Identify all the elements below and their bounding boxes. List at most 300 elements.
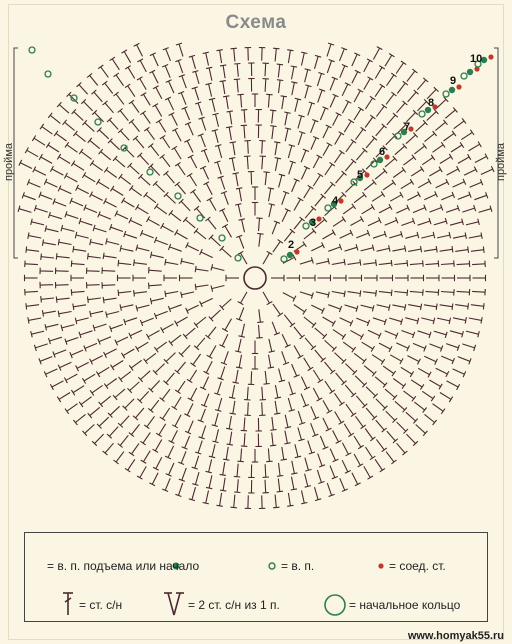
stitch-top [400, 192, 403, 198]
stitch-mark [447, 169, 459, 175]
stitch-mark [237, 79, 238, 92]
stitch-top [270, 430, 276, 431]
stitch-mark [112, 189, 123, 196]
stitch-mark [377, 248, 390, 251]
stitch-mark [156, 342, 167, 350]
stitch-top [71, 161, 74, 166]
stitch-mark [130, 382, 140, 391]
stitch-mark [206, 183, 212, 195]
stitch-top [71, 260, 72, 266]
stitch-top [229, 158, 235, 159]
stitch-top [217, 50, 223, 51]
stitch-mark [304, 187, 311, 198]
stitch-top [241, 446, 247, 447]
stitch-mark [151, 255, 164, 258]
stitch-top [88, 253, 89, 259]
stitch-mark [73, 305, 86, 307]
stitch-mark [323, 233, 334, 240]
stitch-mark [289, 382, 293, 394]
stitch-mark [125, 234, 137, 238]
stitch-top [318, 379, 323, 382]
stitch-mark [376, 399, 385, 408]
stitch-mark [385, 159, 395, 167]
row-number: 6 [379, 146, 386, 158]
slip-stitch-marker [316, 216, 321, 221]
stitch-mark [288, 146, 292, 159]
stitch-mark [130, 220, 142, 225]
stitch-top [114, 92, 119, 96]
stitch-mark [112, 59, 119, 70]
stitch-top [460, 142, 464, 147]
stitch-top [277, 476, 283, 477]
stitch-mark [201, 252, 213, 258]
stitch-mark [98, 367, 109, 374]
stitch-mark [458, 195, 470, 200]
stitch-mark [25, 291, 38, 292]
stitch-mark [375, 459, 382, 470]
stitch-top [102, 81, 107, 85]
stitch-mark [407, 195, 419, 201]
stitch-top [39, 154, 42, 160]
stitch-top [433, 232, 435, 238]
stitch-top [140, 111, 145, 115]
stitch-mark [272, 433, 273, 446]
stitch-mark [294, 219, 302, 229]
stitch-mark [348, 292, 361, 294]
stitch-mark [59, 157, 70, 164]
stitch-mark [453, 318, 466, 321]
stitch-top [478, 331, 480, 337]
stitch-mark [224, 351, 228, 363]
stitch-mark [225, 226, 232, 237]
stitch-top [209, 456, 215, 458]
stitch-mark [28, 318, 41, 320]
stitch-mark [343, 206, 354, 214]
stitch-top [379, 66, 385, 69]
stitch-mark [181, 292, 194, 295]
stitch-top [31, 331, 33, 337]
stitch-mark [166, 49, 171, 61]
stitch-mark [385, 331, 397, 336]
stitch-mark [342, 443, 348, 455]
stitch-mark [414, 402, 424, 410]
stitch-mark [242, 324, 245, 337]
stitch-top [285, 427, 291, 428]
stitch-mark [62, 228, 75, 231]
stitch-mark [196, 269, 209, 271]
stitch-mark [298, 411, 302, 423]
magic-ring-legend-icon [325, 595, 345, 615]
stitch-mark [155, 364, 164, 373]
stitch-top [41, 296, 42, 302]
stitch-mark [301, 377, 307, 389]
legend-double-crochet-label: = ст. с/н [79, 598, 123, 612]
stitch-top [277, 491, 283, 492]
stitch-mark [447, 381, 459, 387]
stitch-top [441, 142, 445, 147]
stitch-top [206, 487, 212, 488]
slip-stitch-icon [378, 563, 383, 568]
stitch-mark [298, 428, 302, 441]
stitch-top [26, 303, 27, 309]
stitch-mark [375, 86, 382, 97]
stitch-top [465, 233, 466, 239]
stitch-mark [179, 44, 183, 56]
stitch-top [58, 311, 59, 317]
stitch-mark [56, 133, 67, 141]
stitch-mark [131, 188, 142, 196]
stitch-top [381, 192, 385, 197]
stitch-top [454, 289, 455, 295]
stitch-mark [176, 233, 187, 240]
stitch-top [41, 254, 42, 260]
stitch-mark [268, 449, 269, 462]
stitch-mark [43, 311, 56, 313]
stitch-top [412, 396, 416, 401]
chain-marker [95, 119, 101, 125]
stitch-mark [305, 86, 309, 99]
stitch-top [45, 226, 47, 232]
stitch-mark [87, 285, 100, 286]
stitch-mark [335, 353, 344, 362]
stitch-mark [90, 140, 100, 148]
stitch-mark [59, 105, 69, 114]
stitch-mark [73, 386, 84, 393]
stitch-mark [140, 466, 147, 477]
stitch-mark [373, 48, 379, 59]
stitch-mark [136, 138, 144, 148]
slip-stitch-marker [338, 198, 343, 203]
stitch-mark [175, 130, 181, 142]
stitch-mark [26, 250, 39, 252]
stitch-mark [455, 305, 468, 307]
stitch-mark [356, 318, 368, 323]
stitch-mark [469, 318, 482, 320]
stitch-mark [305, 458, 309, 471]
stitch-top [449, 397, 452, 403]
stitch-mark [298, 133, 302, 145]
chain-marker [45, 71, 51, 77]
site-footer: www.homyak55.ru [407, 630, 504, 642]
stitch-mark [66, 176, 77, 182]
magic-ring-icon [244, 267, 266, 289]
stitch-top [423, 408, 427, 413]
stitch-top [31, 219, 33, 225]
stitch-mark [430, 208, 442, 213]
stitch-mark [131, 360, 142, 368]
stitch-top [98, 65, 103, 69]
stitch-mark [304, 231, 314, 239]
stitch-mark [416, 425, 426, 434]
stitch-mark [364, 78, 371, 89]
stitch-mark [272, 417, 274, 430]
stitch-top [452, 131, 456, 136]
stitch-mark [99, 417, 109, 426]
stitch-mark [79, 85, 88, 95]
stitch-top [405, 246, 406, 252]
stitch-mark [265, 63, 266, 76]
stitch-mark [418, 181, 429, 187]
stitch-top [381, 359, 385, 364]
stitch-mark [76, 318, 89, 321]
stitch-top [103, 253, 104, 259]
stitch-top [150, 298, 151, 304]
stitch-mark [130, 165, 140, 174]
stitch-mark [190, 175, 197, 186]
stitch-mark [313, 370, 320, 381]
stitch-mark [259, 234, 261, 247]
stitch-top [348, 119, 354, 122]
stitch-mark [142, 318, 154, 323]
stitch-top [172, 406, 177, 409]
stitch-mark [232, 385, 235, 398]
stitch-mark [285, 431, 288, 444]
stitch-mark [46, 182, 58, 187]
stitch-top [206, 471, 212, 473]
stitch-mark [262, 141, 263, 154]
stitch-mark [425, 134, 435, 142]
stitch-top [40, 124, 44, 129]
stitch-mark [413, 208, 425, 213]
stitch-top [389, 245, 390, 251]
stitch-mark [355, 376, 364, 385]
stitch-mark [155, 440, 162, 451]
stitch-mark [335, 412, 342, 423]
stitch-mark [34, 170, 46, 176]
stitch-top [75, 232, 77, 238]
stitch-mark [80, 221, 92, 225]
stitch-mark [72, 291, 85, 292]
stitch-mark [137, 305, 150, 308]
stitch-mark [153, 54, 158, 66]
stitch-mark [362, 207, 373, 214]
stitch-top [57, 397, 60, 403]
stitch-top [233, 382, 239, 383]
stitch-mark [440, 157, 451, 164]
stitch-top [433, 318, 435, 324]
stitch-mark [209, 459, 212, 472]
stitch-mark [201, 409, 206, 421]
stitch-top [279, 174, 285, 176]
stitch-mark [148, 331, 159, 337]
stitch-top [417, 232, 419, 238]
stitch-mark [134, 292, 147, 294]
stitch-top [305, 69, 311, 71]
stitch-mark [151, 400, 159, 410]
stitch-mark [182, 76, 187, 88]
stitch-top [468, 303, 469, 309]
stitch-mark [181, 201, 190, 210]
stitch-mark [272, 126, 274, 139]
stitch-mark [375, 67, 382, 78]
stitch-top [90, 311, 91, 317]
stitch-mark [80, 331, 92, 335]
stitch-mark [481, 169, 493, 174]
stitch-mark [185, 436, 190, 448]
stitch-mark [149, 285, 162, 286]
stitch-top [233, 173, 239, 174]
stitch-top [389, 54, 394, 57]
stitch-mark [222, 210, 228, 222]
stitch-mark [171, 335, 181, 343]
stitch-mark [285, 415, 288, 428]
stitch-top [71, 390, 74, 395]
stitch-top [118, 290, 119, 296]
stitch-mark [218, 146, 222, 159]
stitch-mark [414, 146, 424, 154]
stitch-mark [224, 193, 228, 205]
stitch-mark [248, 402, 249, 415]
stitch-mark [152, 473, 158, 485]
stitch-mark [238, 339, 241, 352]
stitch-mark [471, 305, 484, 307]
stitch-top [342, 334, 346, 339]
stitch-mark [376, 439, 384, 449]
stitch-mark [294, 199, 301, 210]
stitch-top [389, 304, 390, 310]
stitch-top [291, 489, 297, 490]
stitch-mark [247, 387, 248, 400]
stitch-mark [364, 466, 371, 477]
stitch-top [111, 186, 114, 191]
stitch-top [342, 217, 346, 222]
stitch-top [190, 190, 195, 194]
stitch-top [73, 246, 74, 252]
stitch-mark [170, 247, 182, 251]
stitch-mark [232, 158, 235, 171]
stitch-top [222, 328, 228, 331]
stitch-mark [405, 318, 418, 321]
stitch-mark [195, 88, 199, 100]
stitch-top [352, 204, 356, 209]
stitch-mark [111, 227, 123, 231]
stitch-mark [162, 226, 173, 232]
stitch-mark [340, 318, 352, 324]
stitch-mark [106, 241, 119, 244]
stitch-mark [178, 483, 182, 495]
stitch-mark [178, 381, 185, 392]
stitch-top [391, 73, 396, 77]
stitch-top [423, 289, 424, 295]
stitch-mark [187, 305, 199, 311]
stitch-top [358, 107, 363, 110]
stitch-top [144, 425, 149, 429]
row-number: 2 [288, 239, 295, 251]
row-number: 5 [357, 169, 364, 181]
stitch-mark [237, 464, 238, 477]
stitch-mark [424, 356, 436, 362]
stitch-mark [75, 134, 85, 142]
stitch-mark [237, 64, 238, 77]
stitch-mark [305, 474, 308, 487]
stitch-mark [366, 447, 373, 458]
stitch-mark [94, 92, 103, 102]
stitch-mark [446, 344, 458, 348]
stitch-mark [474, 195, 486, 199]
stitch-top [175, 162, 180, 166]
stitch-mark [437, 318, 450, 321]
stitch-top [287, 50, 293, 51]
stitch-mark [311, 423, 316, 435]
stitch-top [382, 448, 387, 452]
stitch-mark [27, 150, 38, 156]
stitch-top [339, 421, 345, 424]
stitch-mark [408, 249, 421, 251]
stitch-mark [217, 162, 221, 174]
stitch-mark [215, 130, 218, 143]
stitch-mark [292, 364, 297, 376]
stitch-mark [462, 344, 474, 348]
stitch-mark [147, 416, 155, 427]
stitch-mark [300, 260, 312, 264]
stitch-mark [292, 477, 294, 490]
stitch-top [410, 371, 413, 377]
stitch-mark [410, 264, 423, 265]
stitch-mark [323, 418, 329, 430]
stitch-mark [340, 49, 345, 61]
chain-start-marker [449, 87, 455, 93]
stitch-mark [121, 248, 134, 251]
stitch-top [452, 246, 453, 252]
stitch-mark [223, 462, 225, 475]
stitch-mark [450, 331, 463, 334]
stitch-mark [233, 142, 235, 155]
stitch-mark [140, 391, 149, 401]
stitch-top [42, 240, 43, 246]
stitch-top [256, 218, 262, 219]
stitch-mark [181, 451, 186, 463]
stitch-mark [120, 131, 129, 141]
stitch-mark [346, 141, 354, 152]
stitch-mark [315, 56, 319, 69]
stitch-mark [406, 412, 416, 421]
stitch-mark [95, 434, 104, 443]
stitch-mark [67, 404, 78, 412]
stitch-mark [269, 355, 271, 368]
stitch-mark [365, 117, 373, 128]
stitch-top [195, 284, 196, 290]
stitch-mark [318, 90, 322, 102]
stitch-mark [407, 71, 415, 81]
stitch-mark [390, 195, 401, 201]
stitch-mark [151, 381, 160, 391]
stitch-mark [56, 271, 69, 272]
stitch-top [270, 126, 276, 127]
stitch-mark [239, 308, 244, 320]
stitch-mark [65, 122, 75, 130]
stitch-mark [316, 261, 329, 264]
stitch-mark [142, 233, 154, 238]
stitch-mark [265, 371, 266, 384]
stitch-mark [174, 148, 181, 159]
stitch-top [351, 139, 356, 143]
stitch-mark [201, 298, 213, 304]
stitch-top [481, 317, 482, 323]
stitch-top [303, 242, 307, 247]
stitch-mark [421, 318, 434, 321]
stitch-mark [421, 235, 434, 238]
stitch-mark [223, 478, 225, 491]
stitch-mark [84, 102, 93, 111]
stitch-mark [196, 317, 206, 325]
stitch-top [206, 83, 212, 85]
row-number: 9 [450, 75, 457, 87]
stitch-mark [177, 362, 185, 372]
stitch-top [119, 174, 123, 179]
stitch-mark [230, 432, 232, 445]
stitch-mark [206, 491, 209, 504]
stitch-mark [229, 416, 231, 429]
